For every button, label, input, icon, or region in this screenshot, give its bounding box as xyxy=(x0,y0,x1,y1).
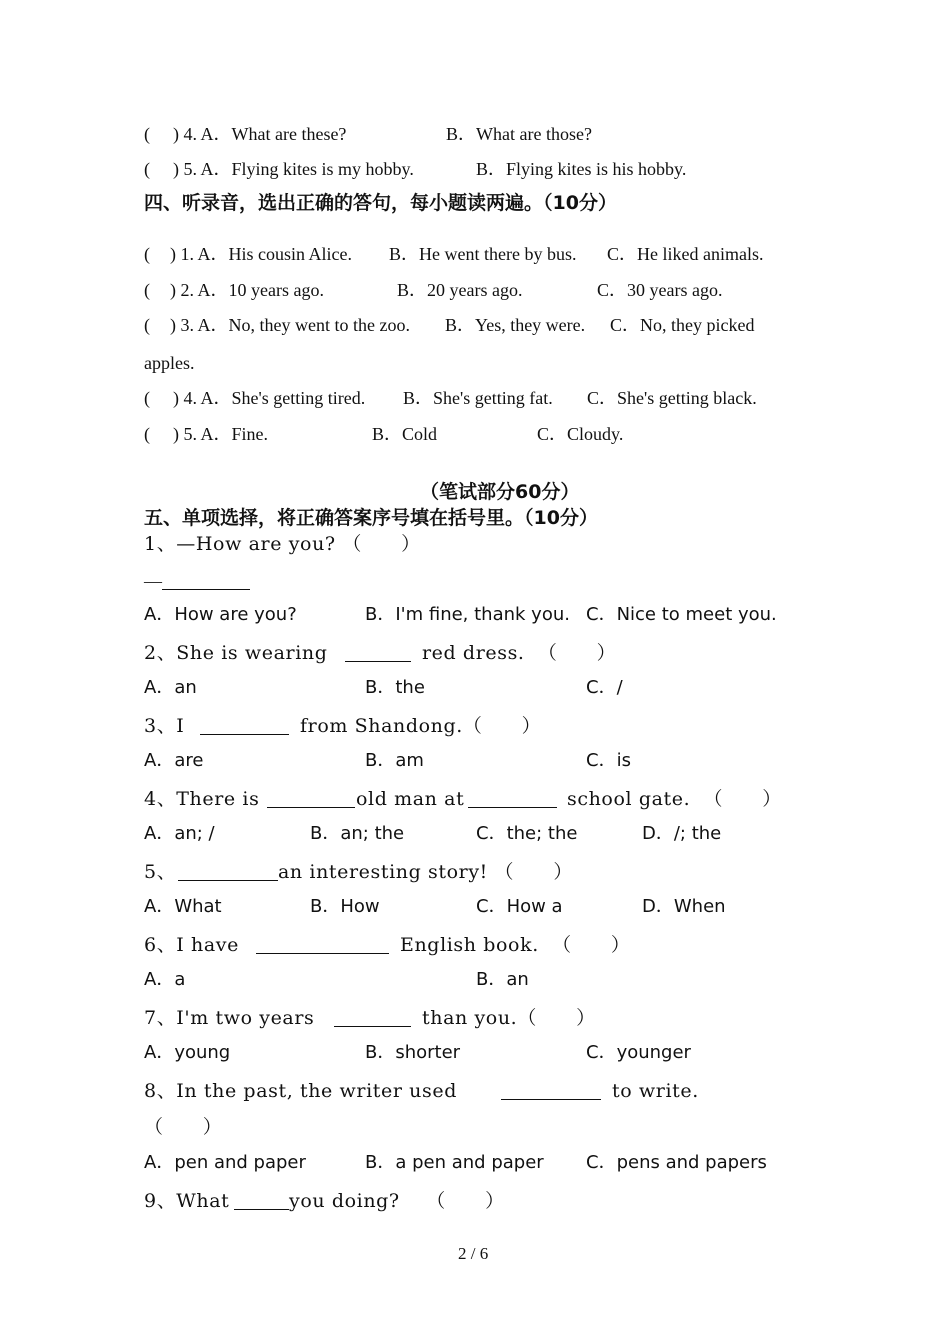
s5-q1-option-c: C．Nice to meet you. xyxy=(586,604,777,625)
s5-q1-stem: 1、—How are you? （ ） xyxy=(144,533,421,555)
q4-option-a: ) 4. A．What are these? xyxy=(173,124,347,144)
s4-q4-paren: ( xyxy=(144,388,150,408)
s4-q3-option-c: C．No, they picked xyxy=(610,315,755,335)
s5-q3-option-a: A．are xyxy=(144,750,204,771)
s5-q6-option-a: A．a xyxy=(144,969,186,990)
s5-q3-blank xyxy=(200,734,289,735)
s5-q5-option-c: C．How a xyxy=(476,896,563,917)
s5-q4-option-c: C．the; the xyxy=(476,823,578,844)
s5-q7-blank xyxy=(334,1026,411,1027)
s5-q3-stem-end: from Shandong.（ ） xyxy=(300,715,542,737)
s4-q3-paren: ( xyxy=(144,315,150,335)
s5-q7-option-a: A．young xyxy=(144,1042,231,1063)
s4-q2-option-c: C．30 years ago. xyxy=(597,280,723,300)
s4-q2-option-a: ) 2. A．10 years ago. xyxy=(170,280,324,300)
s5-q5-stem-end: an interesting story! （ ） xyxy=(278,861,573,883)
q4-paren: ( xyxy=(144,124,150,144)
s5-q8-stem-end: to write. xyxy=(612,1080,699,1102)
s5-q4-blank-1 xyxy=(267,807,355,808)
s5-q5-stem-start: 5、 xyxy=(144,861,177,883)
s5-q2-stem-start: 2、She is wearing xyxy=(144,642,328,664)
s5-q9-stem-start: 9、What xyxy=(144,1190,230,1212)
s5-q7-option-c: C．younger xyxy=(586,1042,691,1063)
s5-q4-option-d: D．/; the xyxy=(642,823,722,844)
s5-q1-answer-blank xyxy=(162,589,250,590)
s5-q4-stem-end: school gate. （ ） xyxy=(567,788,782,810)
q5-option-b: B．Flying kites is his hobby. xyxy=(476,159,687,179)
s5-q6-blank xyxy=(256,953,389,954)
s4-q5-paren: ( xyxy=(144,424,150,444)
s5-q4-blank-2 xyxy=(468,807,557,808)
s5-q7-stem-end: than you.（ ） xyxy=(422,1007,596,1029)
written-part-title: （笔试部分60分） xyxy=(420,481,580,503)
s5-q3-option-b: B．am xyxy=(365,750,424,771)
q5-paren: ( xyxy=(144,159,150,179)
s5-q7-stem-start: 7、I'm two years xyxy=(144,1007,315,1029)
s5-q5-blank xyxy=(178,880,278,881)
s4-q3-option-a: ) 3. A．No, they went to the zoo. xyxy=(170,315,410,335)
s5-q2-stem-end: red dress. （ ） xyxy=(422,642,617,664)
s5-q1-option-a: A．How are you? xyxy=(144,604,297,625)
s5-q5-option-d: D．When xyxy=(642,896,726,917)
s5-q2-option-b: B．the xyxy=(365,677,425,698)
s5-q8-blank xyxy=(501,1099,601,1100)
s4-q1-option-a: ) 1. A．His cousin Alice. xyxy=(170,244,352,264)
s5-q6-option-b: B．an xyxy=(476,969,529,990)
s5-q8-option-a: A．pen and paper xyxy=(144,1152,306,1173)
s5-q8-stem-start: 8、In the past, the writer used xyxy=(144,1080,457,1102)
s4-q4-option-c: C．She's getting black. xyxy=(587,388,757,408)
q4-option-b: B．What are those? xyxy=(446,124,592,144)
s5-q5-option-a: A．What xyxy=(144,896,222,917)
s5-q9-stem-end: you doing? （ ） xyxy=(289,1190,505,1212)
s4-q2-option-b: B．20 years ago. xyxy=(397,280,523,300)
s5-q4-option-b: B．an; the xyxy=(310,823,405,844)
s5-q9-blank xyxy=(234,1209,289,1210)
s4-q2-paren: ( xyxy=(144,280,150,300)
s5-q4-stem-start: 4、There is xyxy=(144,788,260,810)
s4-q5-option-a: ) 5. A．Fine. xyxy=(173,424,269,444)
s4-q3-option-c-continued: apples. xyxy=(144,353,195,373)
q5-option-a: ) 5. A．Flying kites is my hobby. xyxy=(173,159,414,179)
s5-q8-answer-paren: （ ） xyxy=(144,1116,223,1138)
s5-q6-stem-end: English book. （ ） xyxy=(400,934,631,956)
s5-q8-option-c: C．pens and papers xyxy=(586,1152,767,1173)
s5-q8-option-b: B．a pen and paper xyxy=(365,1152,544,1173)
page-number: 2 / 6 xyxy=(458,1244,489,1263)
s4-q1-option-c: C．He liked animals. xyxy=(607,244,764,264)
s5-q1-option-b: B．I'm fine, thank you. xyxy=(365,604,570,625)
s5-q6-stem-start: 6、I have xyxy=(144,934,239,956)
s4-q1-option-b: B．He went there by bus. xyxy=(389,244,577,264)
s4-q3-option-b: B．Yes, they were. xyxy=(445,315,586,335)
s5-q2-option-a: A．an xyxy=(144,677,197,698)
s5-q3-option-c: C．is xyxy=(586,750,631,771)
s5-q3-stem-start: 3、I xyxy=(144,715,185,737)
section4-heading: 四、听录音，选出正确的答句，每小题读两遍。（10分） xyxy=(144,192,617,214)
s4-q5-option-c: C．Cloudy. xyxy=(537,424,624,444)
s5-q1-answer-dash: — xyxy=(144,571,162,591)
s4-q1-paren: ( xyxy=(144,244,150,264)
s5-q2-blank xyxy=(345,661,411,662)
s5-q5-option-b: B．How xyxy=(310,896,380,917)
section5-heading: 五、单项选择，将正确答案序号填在括号里。（10分） xyxy=(144,507,598,529)
s5-q2-option-c: C．/ xyxy=(586,677,623,698)
s4-q4-option-a: ) 4. A．She's getting tired. xyxy=(173,388,366,408)
s5-q7-option-b: B．shorter xyxy=(365,1042,461,1063)
s4-q4-option-b: B．She's getting fat. xyxy=(403,388,553,408)
s5-q4-stem-middle: old man at xyxy=(356,788,465,810)
s4-q5-option-b: B．Cold xyxy=(372,424,438,444)
s5-q4-option-a: A．an; / xyxy=(144,823,215,844)
